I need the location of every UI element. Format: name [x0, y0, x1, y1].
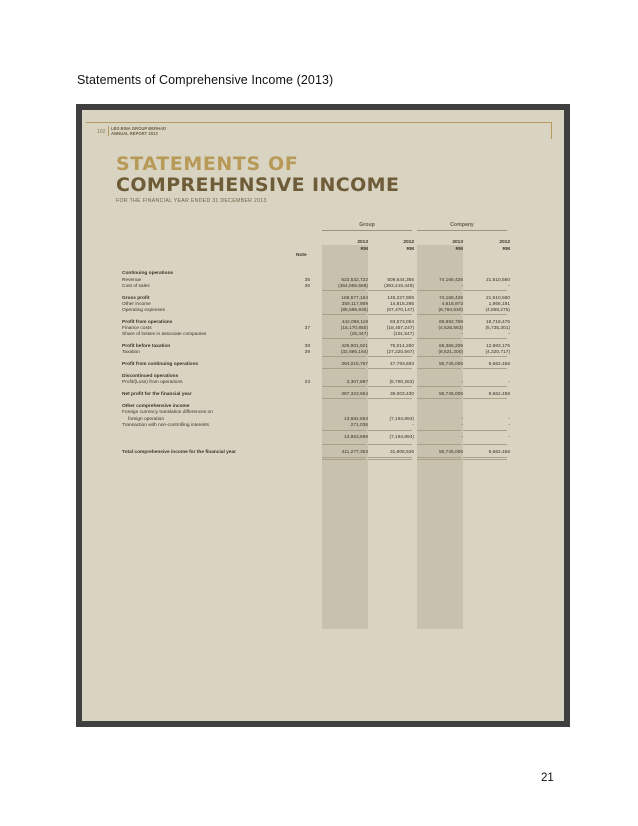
row-value: 74,168,426	[438, 278, 463, 283]
row-value: -	[508, 332, 510, 337]
subtotal-rule	[322, 386, 366, 387]
row-value: 394,015,757	[341, 362, 368, 367]
column-year: 2013	[357, 240, 368, 245]
row-value: (25,347)	[350, 332, 368, 337]
subtotal-rule	[322, 430, 366, 431]
row-value: (4,320,717)	[485, 350, 510, 355]
row-value: 21,610,560	[485, 278, 510, 283]
row-value: 65,366,206	[438, 344, 463, 349]
subtotal-rule	[368, 398, 412, 399]
report-company-name	[111, 126, 166, 136]
row-value: 533,532,722	[341, 278, 368, 283]
report-page-number: 102	[97, 129, 106, 135]
row-value: (7,194,894)	[389, 417, 414, 422]
row-value: 411,277,353	[341, 450, 368, 455]
row-value: (67,470,147)	[386, 308, 414, 313]
subtotal-rule	[322, 290, 366, 291]
row-value: 8,662,458	[488, 392, 510, 397]
row-value: (4,626,563)	[438, 326, 463, 331]
row-label: Transaction with non-controlling interests	[122, 423, 210, 428]
row-value: 168,577,154	[341, 296, 368, 301]
subtotal-rule	[463, 338, 507, 339]
row-value: -	[508, 284, 510, 289]
subtotal-rule	[322, 398, 366, 399]
row-label: Discontinued operations	[122, 374, 179, 379]
subtotal-rule	[463, 356, 507, 357]
annual-report-text: ANNUAL REPORT 2013	[111, 131, 158, 136]
subtotal-rule	[463, 398, 507, 399]
subtotal-rule	[368, 314, 412, 315]
column-year: 2012	[403, 240, 414, 245]
row-value: 74,168,426	[438, 296, 463, 301]
row-value: 397,323,654	[341, 392, 368, 397]
row-label: Taxation	[122, 350, 140, 355]
report-title-line2: COMPREHENSIVE INCOME	[116, 174, 400, 196]
subtotal-rule	[417, 459, 461, 460]
row-value: (363,416,449)	[384, 284, 414, 289]
row-value: -	[461, 417, 463, 422]
subtotal-rule	[368, 444, 412, 445]
group-heading: Group	[359, 222, 375, 228]
row-value: 75,014,260	[389, 344, 414, 349]
company-underline	[417, 230, 507, 231]
row-value: 271,036	[350, 423, 368, 428]
row-label: Continuing operations	[122, 271, 174, 276]
row-value: 14,815,295	[389, 302, 414, 307]
subtotal-rule	[463, 314, 507, 315]
row-label: Cost of sales	[122, 284, 150, 289]
row-value: (7,194,894)	[389, 435, 414, 440]
row-value: -	[508, 423, 510, 428]
row-label: Other income	[122, 302, 151, 307]
scanned-page-frame	[76, 104, 570, 727]
row-value: -	[461, 423, 463, 428]
row-value: (27,220,567)	[386, 350, 414, 355]
subtotal-rule	[322, 314, 366, 315]
row-value: 426,901,921	[341, 344, 368, 349]
row-value: 56,745,006	[438, 392, 463, 397]
subtotal-rule	[417, 368, 461, 369]
subtotal-rule	[368, 290, 412, 291]
row-value: 39,003,430	[389, 392, 414, 397]
row-value: 3,307,897	[346, 380, 368, 385]
subtotal-rule	[368, 356, 412, 357]
subtotal-rule	[463, 430, 507, 431]
row-value: -	[508, 380, 510, 385]
row-value: -	[508, 435, 510, 440]
row-value: (101,547)	[393, 332, 414, 337]
row-value: 93,573,054	[389, 320, 414, 325]
row-note: 39	[304, 350, 310, 355]
subtotal-rule	[417, 338, 461, 339]
row-label: Revenue	[122, 278, 142, 283]
row-value: -	[412, 423, 414, 428]
subtotal-rule	[368, 430, 412, 431]
note-heading: Note	[296, 253, 307, 258]
row-label: Profit/(Loss) from operations	[122, 380, 183, 385]
row-value: 509,644,355	[387, 278, 414, 283]
header-divider	[108, 126, 109, 136]
scanned-report-page	[82, 110, 564, 721]
row-value: 21,610,560	[485, 296, 510, 301]
company-heading: Company	[450, 222, 474, 228]
report-subtitle: FOR THE FINANCIAL YEAR ENDED 31 DECEMBER 2013	[116, 198, 267, 204]
row-value: (364,955,568)	[338, 284, 368, 289]
row-label: Gross profit	[122, 296, 150, 301]
row-label: Total comprehensive income for the financial year	[122, 450, 237, 455]
row-value: 56,745,006	[438, 450, 463, 455]
row-value: 8,662,458	[488, 450, 510, 455]
row-value: 12,983,175	[485, 344, 510, 349]
row-value: (18,457,247)	[386, 326, 414, 331]
document-caption: Statements of Comprehensive Income (2013)	[77, 73, 334, 87]
subtotal-rule	[463, 290, 507, 291]
row-label: Profit from operations	[122, 320, 173, 325]
subtotal-rule	[322, 444, 366, 445]
row-value: 18,718,476	[485, 320, 510, 325]
subtotal-rule	[463, 368, 507, 369]
row-value: 47,793,693	[389, 362, 414, 367]
row-value: 4,618,973	[441, 302, 463, 307]
row-value: 13,682,663	[343, 417, 368, 422]
row-value: 8,662,458	[488, 362, 510, 367]
subtotal-rule	[463, 386, 507, 387]
subtotal-rule	[368, 459, 412, 460]
subtotal-rule	[417, 314, 461, 315]
subtotal-rule	[417, 290, 461, 291]
row-value: 13,953,699	[343, 435, 368, 440]
subtotal-rule	[322, 356, 366, 357]
row-note: 36	[304, 284, 310, 289]
row-value: 359,117,909	[341, 302, 368, 307]
row-value: (8,794,630)	[438, 308, 463, 313]
subtotal-rule	[463, 444, 507, 445]
column-unit: RM	[502, 247, 510, 252]
row-value: (85,596,945)	[340, 308, 368, 313]
row-label: foreign operation	[128, 417, 165, 422]
row-value: 56,745,006	[438, 362, 463, 367]
company-name-text: LBS BINA GROUP BERHAD	[111, 126, 167, 131]
row-note: 37	[304, 326, 310, 331]
subtotal-rule	[368, 368, 412, 369]
row-value: 1,966,191	[488, 302, 510, 307]
report-title-line1: STATEMENTS OF	[116, 153, 299, 175]
row-value: -	[461, 284, 463, 289]
row-value: -	[461, 380, 463, 385]
subtotal-rule	[463, 459, 507, 460]
row-note: 35	[304, 278, 310, 283]
subtotal-rule	[417, 398, 461, 399]
row-value: -	[461, 332, 463, 337]
subtotal-rule	[417, 386, 461, 387]
row-value: (8,621,200)	[438, 350, 463, 355]
subtotal-rule	[417, 457, 461, 458]
subtotal-rule	[322, 338, 366, 339]
row-label: Operating expenses	[122, 308, 165, 313]
row-label: Profit from continuing operations	[122, 362, 199, 367]
row-value: 442,098,118	[341, 320, 368, 325]
row-value: (4,858,275)	[485, 308, 510, 313]
subtotal-rule	[368, 386, 412, 387]
group-underline	[322, 230, 412, 231]
row-label: Finance costs	[122, 326, 152, 331]
row-value: -	[508, 417, 510, 422]
column-year: 2013	[452, 240, 463, 245]
row-value: 69,992,769	[438, 320, 463, 325]
row-label: Share of losses in associate companies	[122, 332, 207, 337]
column-year: 2012	[499, 240, 510, 245]
subtotal-rule	[417, 430, 461, 431]
subtotal-rule	[322, 368, 366, 369]
subtotal-rule	[368, 338, 412, 339]
subtotal-rule	[322, 457, 366, 458]
row-value: (32,886,164)	[340, 350, 368, 355]
row-value: (5,735,301)	[485, 326, 510, 331]
row-value: 146,227,906	[387, 296, 414, 301]
subtotal-rule	[417, 444, 461, 445]
row-label: Net profit for the financial year	[122, 392, 192, 397]
subtotal-rule	[463, 457, 507, 458]
row-note: 23	[304, 380, 310, 385]
column-unit: RM	[360, 247, 368, 252]
row-value: (8,790,263)	[389, 380, 414, 385]
row-label: Foreign currency translation differences on	[122, 410, 213, 415]
row-value: (15,170,850)	[340, 326, 368, 331]
column-unit: RM	[455, 247, 463, 252]
row-label: Profit before taxation	[122, 344, 171, 349]
row-value: 31,808,536	[389, 450, 414, 455]
subtotal-rule	[368, 457, 412, 458]
row-label: Other comprehensive income	[122, 404, 190, 409]
subtotal-rule	[417, 356, 461, 357]
subtotal-rule	[322, 459, 366, 460]
row-note: 38	[304, 344, 310, 349]
column-unit: RM	[406, 247, 414, 252]
page-number: 21	[541, 772, 554, 784]
row-value: -	[461, 435, 463, 440]
